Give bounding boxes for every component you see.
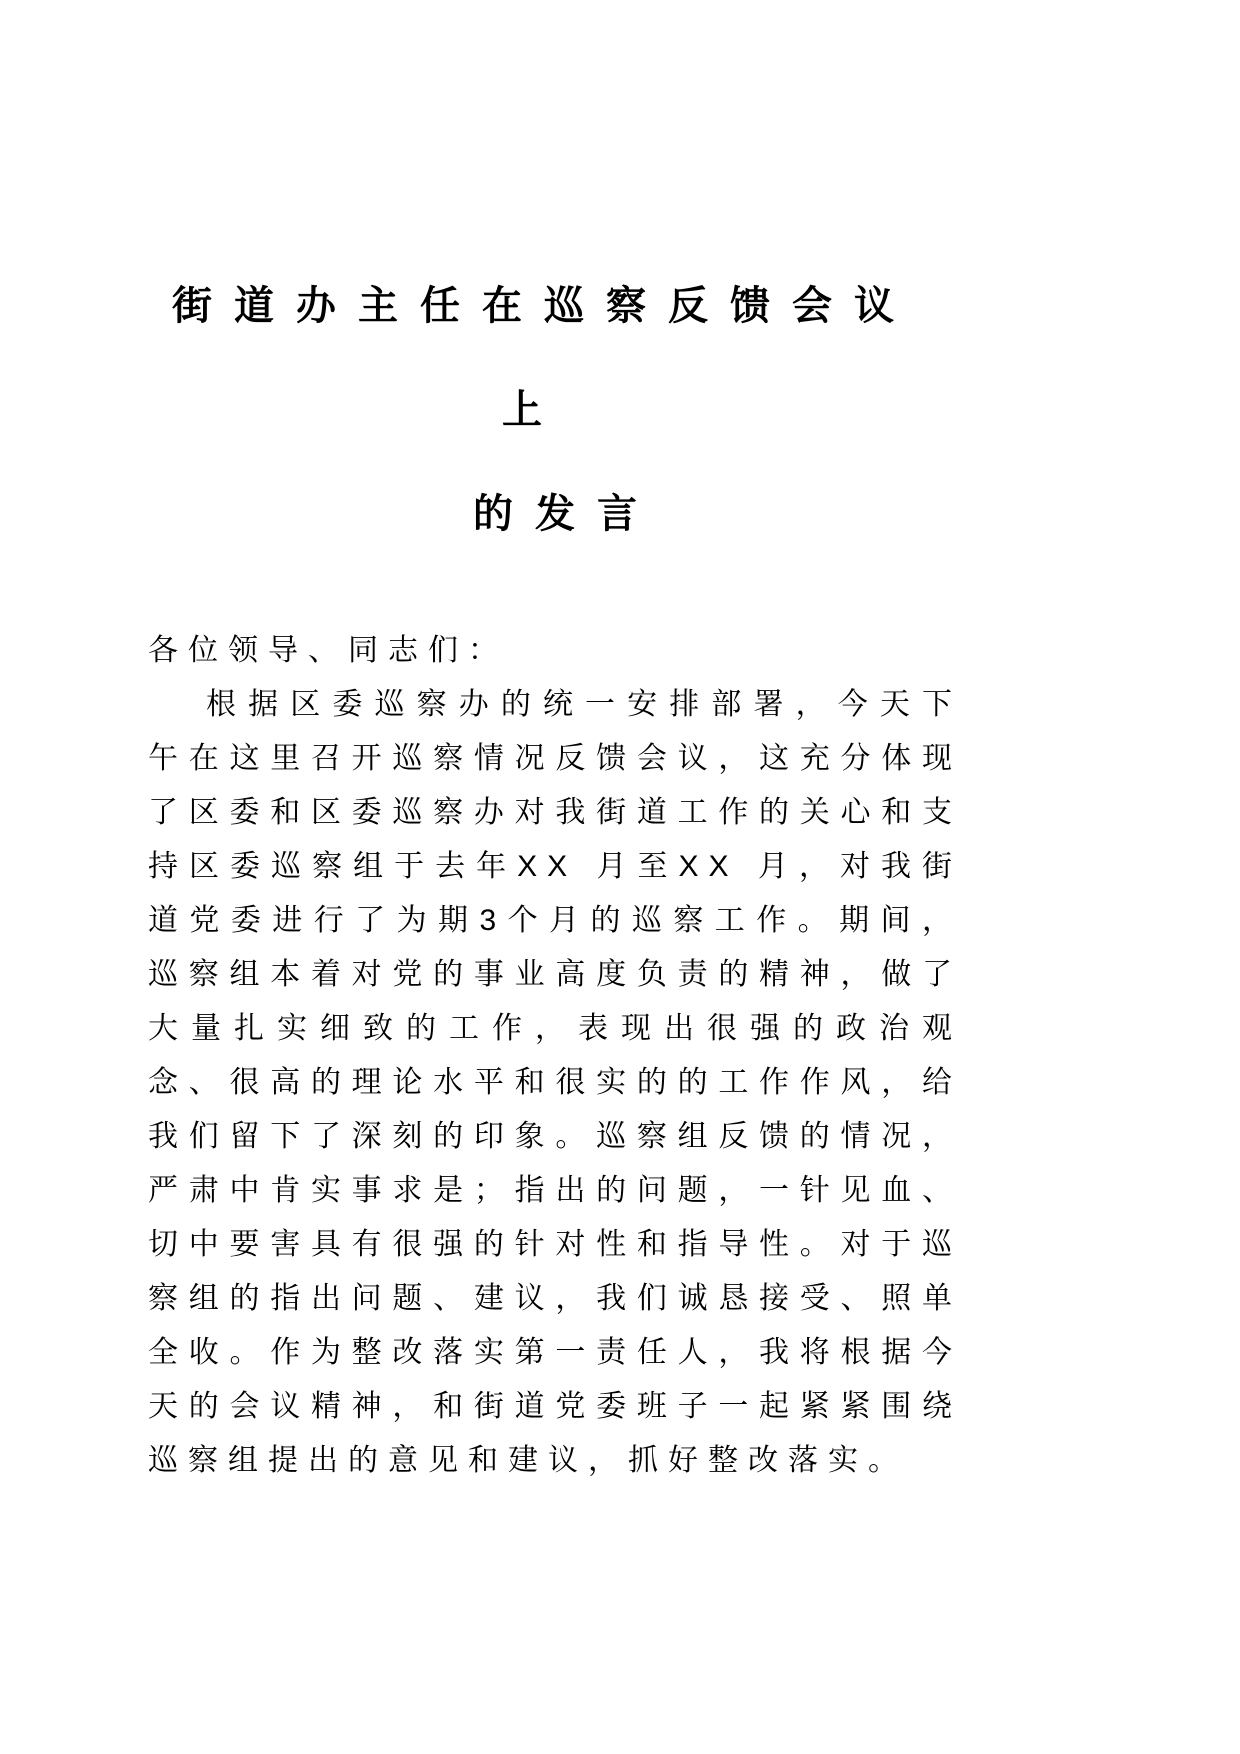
document-title-line1: 街道办主任在巡察反馈会议上 (172, 284, 916, 432)
document-content (148, 0, 962, 1488)
greeting-line: 各位领导、同志们： (148, 634, 508, 667)
document-title (148, 254, 962, 566)
document-title-line2: 的发言 (473, 492, 659, 536)
body-paragraph: 根据区委巡察办的统一安排部署，今天下午在这里召开巡察情况反馈会议，这充分体现了区委和区委巡察办对我街道工作的关心和支持区委巡察组于去年XX 月至XX 月，对我街道党委进行了为期3个月的巡察工作。期间，巡察组本着对党的事业高度负责的精神，做了大量扎实细致的工作，表现出很强的政治观念、很高的理论水平和很实的的工作作风，给我们留下了深刻的印象。巡察组反馈的情况，严肃中肯实事求是；指出的问题，一针见血、切中要害具有很强的针对性和指导性。对于巡察组的指出问题、建议，我们诚恳接受、照单全收。作为整改落实第一责任人，我将根据今天的会议精神，和街道党委班子一起紧紧围绕巡察组提出的意见和建议，抓好整改落实。 (148, 688, 962, 1477)
